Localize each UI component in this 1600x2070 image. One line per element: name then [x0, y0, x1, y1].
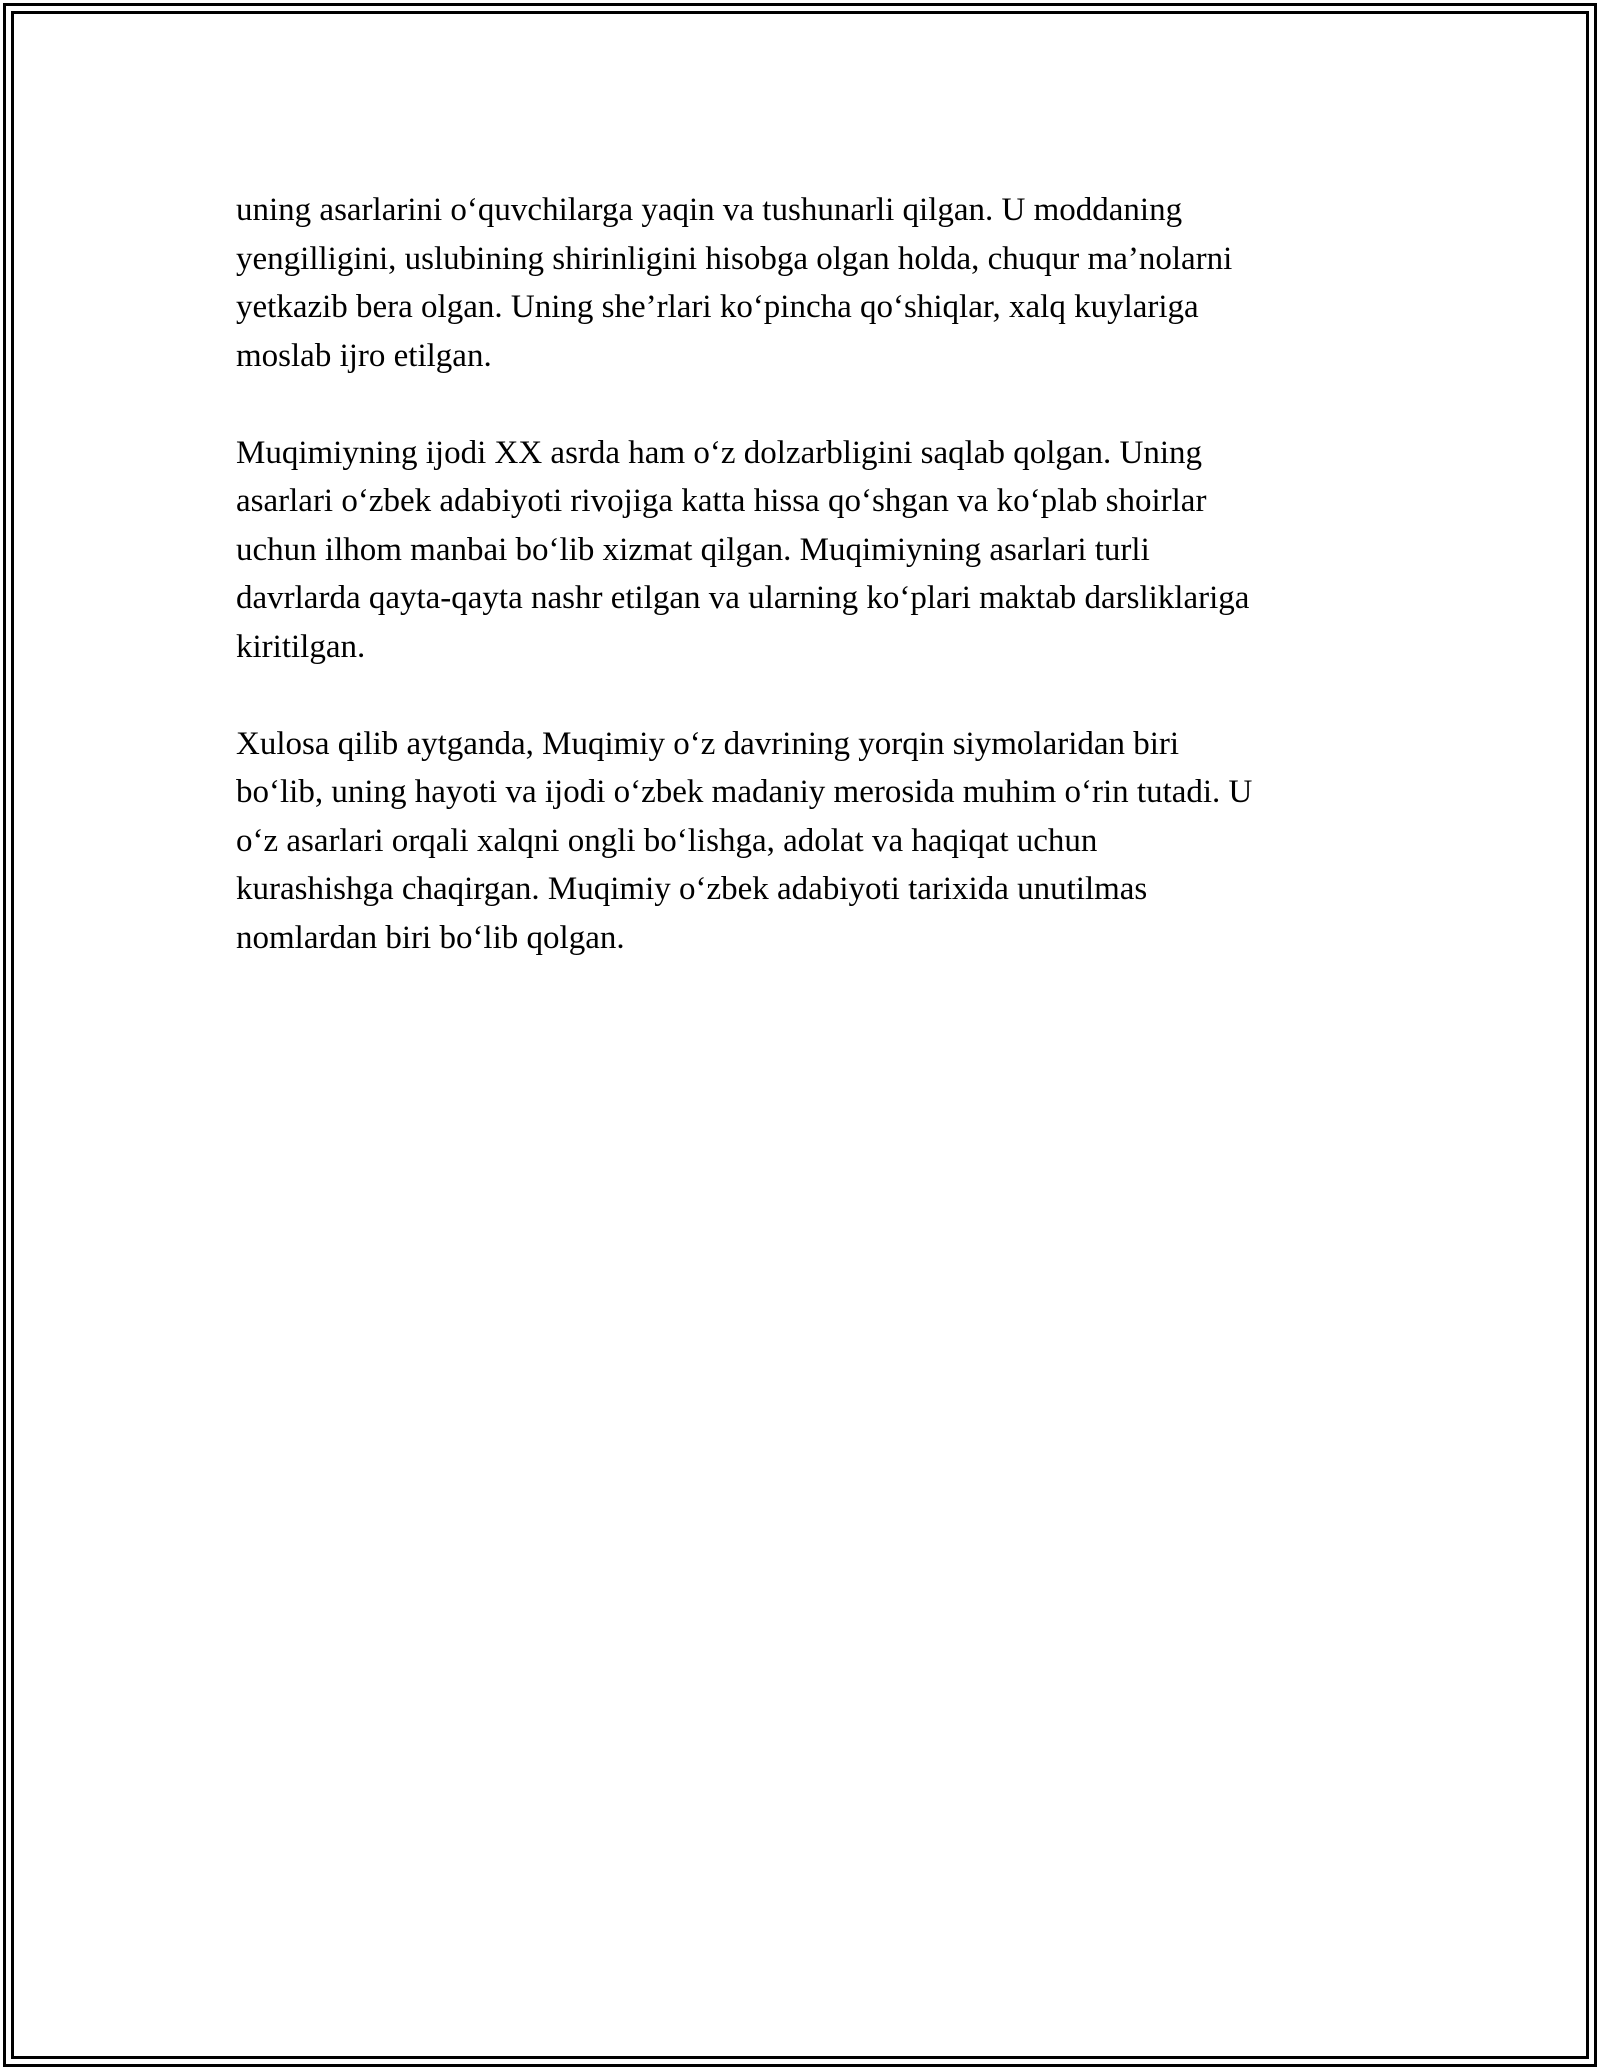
text-line: davrlarda qayta-qayta nashr etilgan va ularning ko‘plari maktab darsliklariga: [236, 580, 1250, 616]
text-line: moslab ijro etilgan.: [236, 337, 492, 374]
paragraph-1: [236, 186, 1376, 380]
text-line: Muqimiyning ijodi XX asrda ham o‘z dolzarbligini saqlab qolgan. Uning: [236, 434, 1203, 471]
text-line: nomlardan biri bo‘lib qolgan.: [236, 919, 625, 956]
text-line: o‘z asarlari orqali xalqni ongli bo‘lishga, adolat va haqiqat uchun: [236, 822, 1098, 859]
paragraph-2: [236, 429, 1376, 672]
paragraph-3: [236, 720, 1376, 963]
text-line: uchun ilhom manbai bo‘lib xizmat qilgan. Muqimiyning asarlari turli: [236, 531, 1150, 568]
text-line: Xulosa qilib aytganda, Muqimiy o‘z davrining yorqin siymolaridan biri: [236, 725, 1180, 762]
text-line: bo‘lib, uning hayoti va ijodi o‘zbek madaniy merosida muhim o‘rin tutadi. U: [236, 774, 1253, 810]
text-line: asarlari o‘zbek adabiyoti rivojiga katta hissa qo‘shgan va ko‘plab shoirlar: [236, 483, 1207, 519]
text-line: kurashishga chaqirgan. Muqimiy o‘zbek adabiyoti tarixida unutilmas: [236, 871, 1148, 907]
document-body: [236, 186, 1376, 1011]
text-line: yetkazib bera olgan. Uning she’rlari ko‘pincha qo‘shiqlar, xalq kuylariga: [236, 289, 1199, 325]
text-line: uning asarlarini o‘quvchilarga yaqin va tushunarli qilgan. U moddaning: [236, 192, 1183, 228]
text-line: kiritilgan.: [236, 628, 366, 665]
text-line: yengilligini, uslubining shirinligini hisobga olgan holda, chuqur ma’nolarni: [236, 240, 1233, 277]
